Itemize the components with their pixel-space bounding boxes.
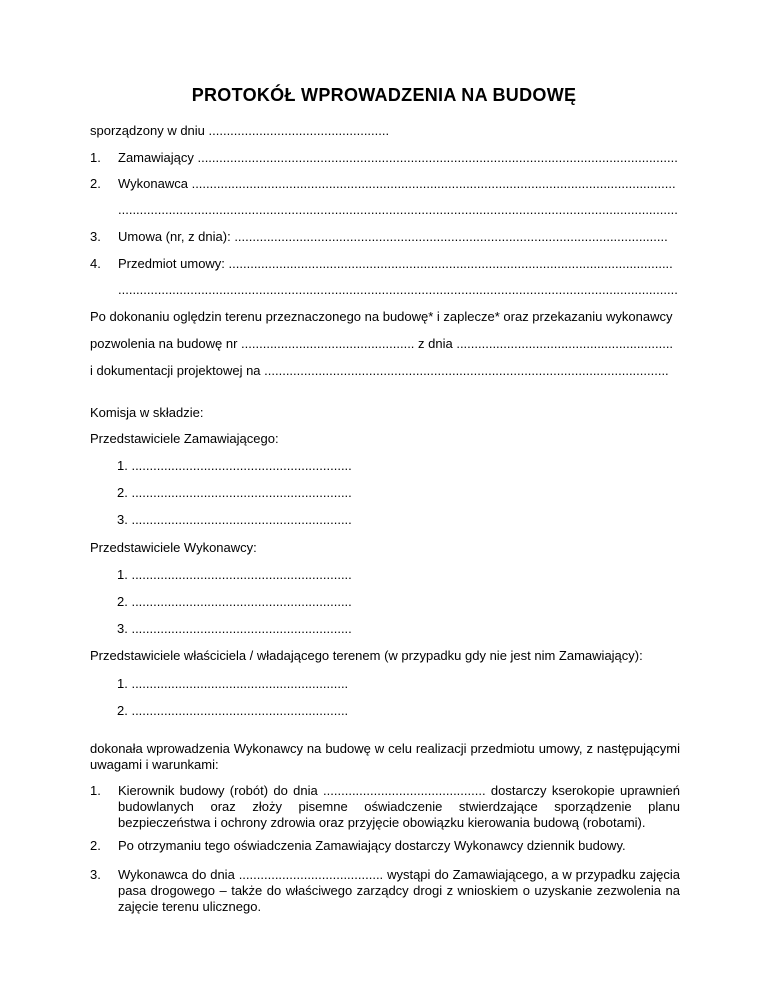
intro-line-2: pozwolenia na budowę nr ................................................ z dnia ............................................................ bbox=[90, 336, 674, 351]
list-item: 2. ............................................................ bbox=[117, 703, 349, 718]
condition-number: 2. bbox=[90, 838, 101, 853]
item-number: 2. bbox=[90, 176, 101, 191]
list-item: 2. ............................................................. bbox=[117, 485, 352, 500]
list-item: 1. ............................................................ bbox=[117, 676, 349, 691]
list-item: 2. ............................................................. bbox=[117, 594, 352, 609]
list-item: 3. ............................................................. bbox=[117, 621, 352, 636]
item-number: 4. bbox=[90, 256, 101, 271]
item-wykonawca: Wykonawca ...................................................................................................................................... bbox=[118, 176, 676, 191]
document-title: PROTOKÓŁ WPROWADZENIA NA BUDOWĘ bbox=[191, 85, 577, 105]
date-line: sporządzony w dniu .................................................. bbox=[90, 123, 390, 138]
item-umowa: Umowa (nr, z dnia): ........................................................................................................................ bbox=[118, 229, 668, 244]
condition-3-text: Wykonawca do dnia ........................................ wystąpi do Zamawiającego, a w przypadku zajęcia pasa drogowego – także do właściwego zarządcy drogi z wnioskiem o uzyskanie zezwolenia na zajęcie terenu ulicznego. bbox=[118, 867, 680, 914]
condition-2-text: Po otrzymaniu tego oświadczenia Zamawiający dostarczy Wykonawcy dziennik budowy. bbox=[118, 838, 626, 853]
item-zamawiajacy: Zamawiający ..................................................................................................................................... bbox=[118, 150, 678, 165]
intro-line-3: i dokumentacji projektowej na ................................................................................................................ bbox=[90, 363, 669, 378]
list-item: 3. ............................................................. bbox=[117, 512, 352, 527]
condition-number: 1. bbox=[90, 783, 101, 798]
item-przedmiot-continuation: ........................................................................................................................................................... bbox=[118, 282, 678, 297]
group-heading-wykonawca: Przedstawiciele Wykonawcy: bbox=[90, 540, 257, 555]
condition-number: 3. bbox=[90, 867, 101, 882]
group-heading-zamawiajacy: Przedstawiciele Zamawiającego: bbox=[90, 431, 279, 446]
condition-1-text: Kierownik budowy (robót) do dnia ............................................. dostarczy kserokopie uprawnień budowlanych oraz złoży pisemne oświadczenie stwierdzające sporządzenie planu bezpieczeństwa i ochrony zdrowia oraz przyjęcie obowiązku kierowania budową (robotami). bbox=[118, 783, 680, 830]
item-wykonawca-continuation: ........................................................................................................................................................... bbox=[118, 202, 678, 217]
item-number: 1. bbox=[90, 150, 101, 165]
group-heading-wlasciciel: Przedstawiciele właściciela / władającego terenem (w przypadku gdy nie jest nim Zamawiający): bbox=[90, 648, 643, 663]
intro-line-1: Po dokonaniu oględzin terenu przeznaczonego na budowę* i zaplecze* oraz przekazaniu wykonawcy bbox=[90, 309, 673, 324]
commission-heading: Komisja w składzie: bbox=[90, 405, 204, 420]
item-przedmiot: Przedmiot umowy: ........................................................................................................................... bbox=[118, 256, 673, 271]
list-item: 1. ............................................................. bbox=[117, 567, 352, 582]
item-number: 3. bbox=[90, 229, 101, 244]
list-item: 1. ............................................................. bbox=[117, 458, 352, 473]
conclusion-paragraph: dokonała wprowadzenia Wykonawcy na budowę w celu realizacji przedmiotu umowy, z następującymi uwagami i warunkami: bbox=[90, 741, 680, 772]
